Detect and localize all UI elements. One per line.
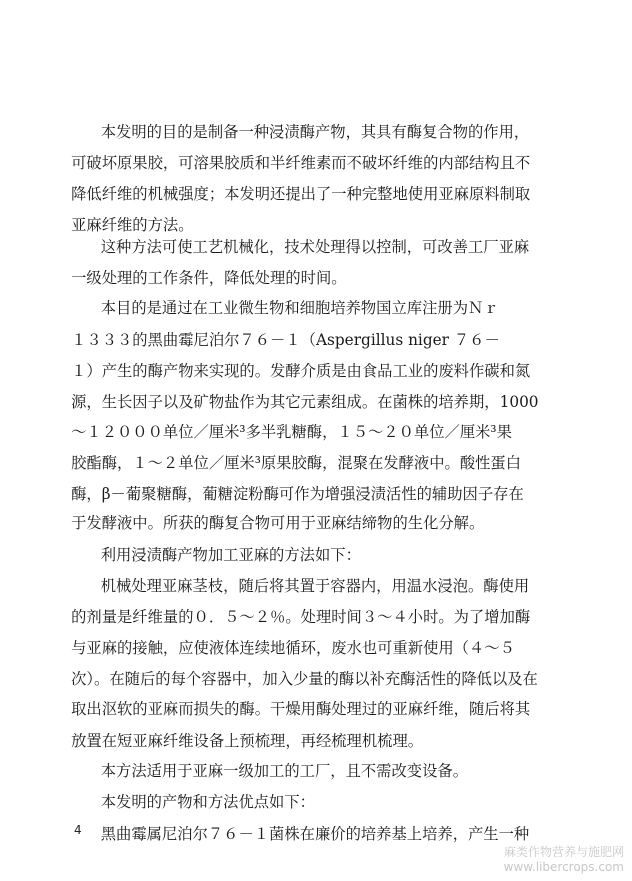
text-line: 与亚麻的接触，应使液体连续地循环，废水也可重新使用（４～５ bbox=[71, 639, 515, 657]
text-line: 取出沤软的亚麻而损失的酶。干燥用酶处理过的亚麻纤维，随后将其 bbox=[71, 700, 531, 718]
text-line: 降低纤维的机械强度；本发明还提出了一种完整地使用亚麻原料制取 bbox=[71, 185, 531, 203]
text-line: 利用浸渍酶产物加工亚麻的方法如下： bbox=[100, 546, 361, 564]
text-line: 次）。在随后的每个容器中，加入少量的酶以补充酶活性的降低以及在 bbox=[71, 670, 538, 688]
watermark-url: www.libercrops.com bbox=[503, 860, 624, 874]
text-line: 的剂量是纤维量的０．５～２％。处理时间３～４小时。为了增加酶 bbox=[71, 608, 531, 626]
text-line: 本发明的产物和方法优点如下： bbox=[100, 793, 315, 811]
text-line: 一级处理的工作条件，降低处理的时间。 bbox=[71, 269, 347, 287]
text-line: １）产生的酶产物来实现的。发酵介质是由食品工业的废料作碳和氮 bbox=[71, 362, 531, 380]
text-line: 亚麻纤维的方法。 bbox=[71, 216, 194, 234]
text-line: 胶酯酶，１～２单位／厘米³原果胶酶，混聚在发酵液中。酸性蛋白 bbox=[71, 454, 522, 472]
text-line: 本方法适用于亚麻一级加工的工厂，且不需改变设备。 bbox=[100, 762, 469, 780]
text-line: 酶，β－葡聚糖酶，葡糖淀粉酶可作为增强浸渍活性的辅助因子存在 bbox=[71, 485, 524, 503]
text-line: 源，生长因子以及矿物盐作为其它元素组成。在菌株的培养期，1000 bbox=[71, 393, 539, 411]
page-number: 4 bbox=[74, 823, 82, 837]
text-line: １３３３的黑曲霉尼泊尔７６－１（Aspergillus niger ７６－ bbox=[71, 331, 500, 349]
text-line: 机械处理亚麻茎枝，随后将其置于容器内，用温水浸泡。酶使用 bbox=[100, 577, 530, 595]
watermark-name: 麻类作物营养与施肥网 bbox=[503, 845, 624, 859]
watermark bbox=[504, 845, 624, 875]
text-line: 本发明的目的是制备一种浸渍酶产物，其具有酶复合物的作用， bbox=[100, 123, 530, 141]
text-line: 黑曲霉属尼泊尔７６－１菌株在廉价的培养基上培养，产生一种 bbox=[100, 825, 530, 843]
text-line: 放置在短亚麻纤维设备上预梳理，再经梳理机梳理。 bbox=[71, 732, 424, 750]
text-line: 可破坏原果胶，可溶果胶质和半纤维素而不破坏纤维的内部结构且不 bbox=[71, 154, 531, 172]
text-line: 这种方法可使工艺机械化，技术处理得以控制，可改善工厂亚麻 bbox=[100, 238, 530, 256]
text-line: 本目的是通过在工业微生物和细胞培养物国立库注册为Ｎｒ bbox=[100, 299, 499, 317]
text-line: 于发酵液中。所获的酶复合物可用于亚麻结缔物的生化分解。 bbox=[71, 514, 485, 532]
text-line: ～１２０００单位／厘米³多半乳糖酶，１５～２０单位／厘米³果 bbox=[71, 423, 512, 441]
